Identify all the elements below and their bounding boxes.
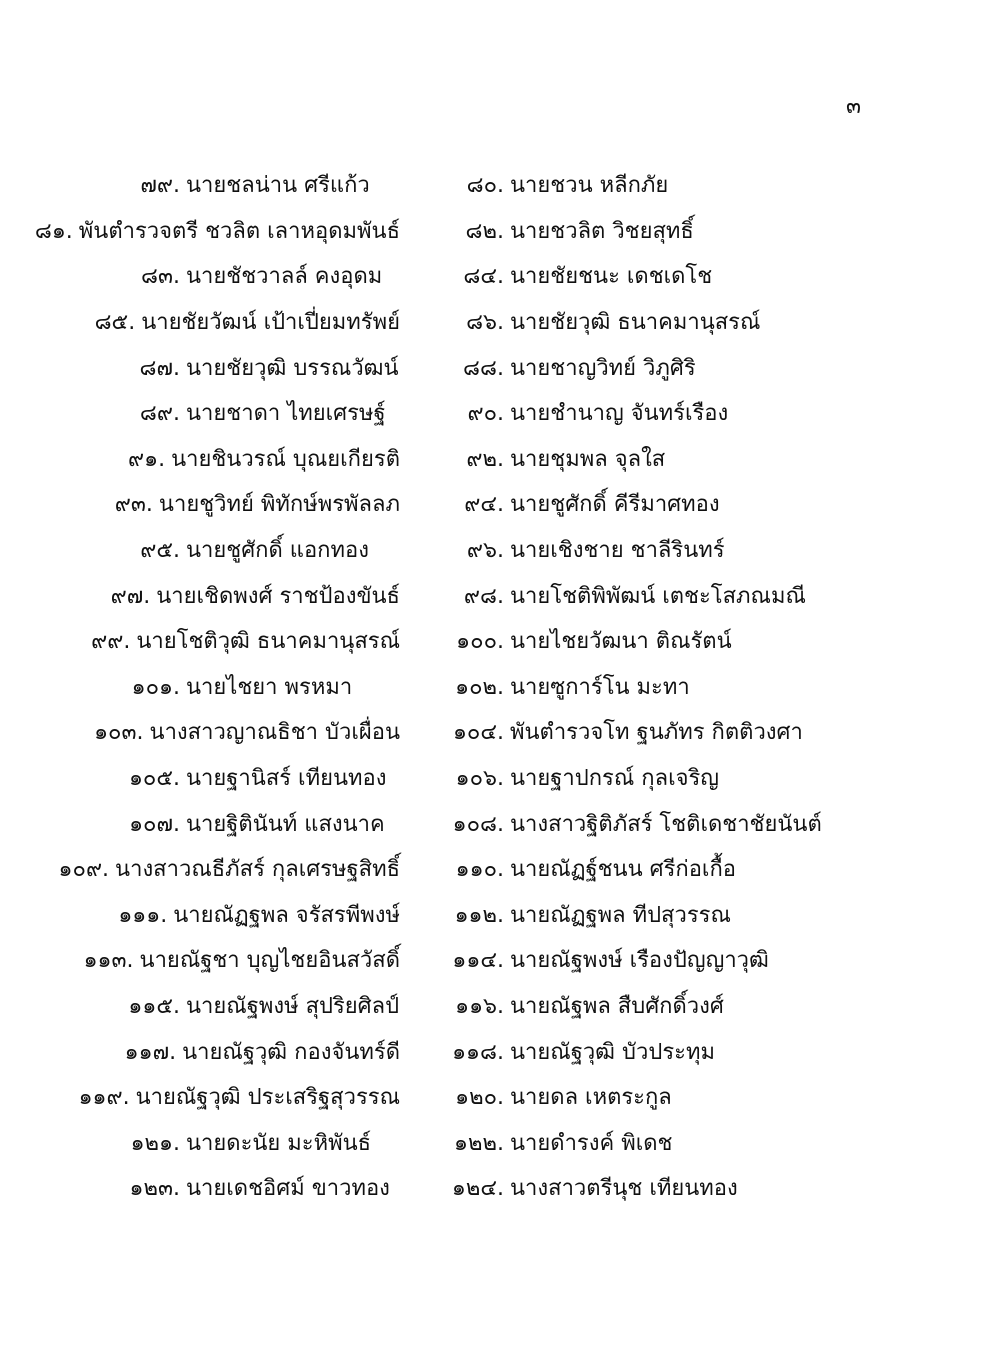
item-number: ๙๙. [91,629,131,655]
list-item [0,258,400,293]
list-row [0,892,997,938]
person-name: พันตำรวจโท ฐนภัทร กิตติวงศา [510,720,803,746]
person-name: นายดะนัย มะหิพันธ์ [186,1130,372,1156]
item-number: ๑๒๓. [129,1176,180,1202]
person-name: นายเชิดพงศ์ ราชป้องขันธ์ [156,583,400,609]
item-number: ๘๖. [466,310,504,336]
list-item [0,851,400,886]
list-row [0,1165,997,1211]
person-name: นายชำนาญ จันทร์เรือง [510,401,729,427]
list-item [400,350,870,385]
person-name: นายโชติพิพัฒน์ เตชะโสภณมณี [510,583,806,609]
item-number: ๙๔. [464,492,504,518]
item-number: ๘๔. [463,264,504,290]
list-item [0,304,400,339]
list-row [0,253,997,299]
item-number: ๙๑. [127,446,166,472]
person-name: นายชลน่าน ศรีแก้ว [186,173,370,199]
person-name: นายไชยวัฒนา ติณรัตน์ [510,629,732,655]
list-row [0,436,997,482]
person-name: นายดล เหตระกูล [510,1085,672,1111]
person-name: นายณัฐพล สืบศักดิ์วงศ์ [510,993,724,1019]
person-name: นายฐิตินันท์ แสงนาค [186,811,385,837]
list-item [400,1079,870,1114]
item-number: ๙๒. [466,446,504,472]
item-number: ๘๒. [465,218,504,244]
list-row [0,162,997,208]
item-number: ๙๕. [140,538,180,564]
person-name: นายชัยชนะ เดชเดโช [510,264,713,290]
item-number: ๑๑๑. [118,902,168,928]
item-number: ๑๒๑. [130,1130,180,1156]
item-number: ๑๐๔. [452,720,504,746]
item-number: ๘๕. [94,310,136,336]
item-number: ๘๑. [34,218,73,244]
person-name: นายชูศักดิ์ แอกทอง [186,538,369,564]
person-name: นายชัชวาลล์ คงอุดม [186,264,383,290]
list-item [0,578,400,613]
person-name: นายณัฏฐพล จรัสรพีพงษ์ [173,902,400,928]
list-row [0,846,997,892]
list-row [0,800,997,846]
item-number: ๙๓. [114,492,153,518]
list-row [0,983,997,1029]
item-number: ๑๐๐. [456,629,504,655]
list-item [400,213,870,248]
person-name: นายเดชอิศม์ ขาวทอง [186,1176,390,1202]
item-number: ๑๑๔. [452,948,504,974]
item-number: ๑๐๒. [455,674,504,700]
list-item [400,441,870,476]
list-row [0,937,997,983]
list-item [400,1125,870,1160]
item-number: ๙๐. [467,401,504,427]
list-item [400,988,870,1023]
person-name: นางสาวตรีนุช เทียนทอง [510,1176,738,1202]
list-row [0,299,997,345]
item-number: ๑๒๒. [454,1130,504,1156]
person-name: นายชุมพล จุลใส [510,446,666,472]
person-name: นายณัฐวุฒิ ประเสริฐสุวรรณ [135,1085,400,1111]
item-number: ๑๒๐. [455,1085,504,1111]
person-name: พันตำรวจตรี ชวลิต เลาหอุดมพันธ์ [78,218,400,244]
item-number: ๗๙. [140,173,180,199]
list-item [400,623,870,658]
person-name: นายชัยวุฒิ บรรณวัฒน์ [186,355,399,381]
person-name: นายชินวรณ์ บุณยเกียรติ [171,446,400,472]
person-name: นายณัฐพงษ์ เรืองปัญญาวุฒิ [510,948,769,974]
list-row [0,344,997,390]
list-row [0,618,997,664]
person-name: นายชวน หลีกภัย [510,173,669,199]
list-item [400,806,870,841]
person-name: นายชัยวุฒิ ธนาคมานุสรณ์ [510,310,761,336]
item-number: ๑๐๙. [58,857,110,883]
item-number: ๑๐๕. [128,766,180,792]
list-item [0,669,400,704]
person-name: นายชาดา ไทยเศรษฐ์ [186,401,386,427]
item-number: ๙๖. [466,538,504,564]
person-name: นายชาญวิทย์ วิภูศิริ [510,355,696,381]
item-number: ๑๐๓. [94,720,144,746]
item-number: ๘๙. [139,401,180,427]
list-item [0,1125,400,1160]
list-row [0,709,997,755]
list-row [0,755,997,801]
item-number: ๘๐. [466,173,504,199]
list-item [400,760,870,795]
list-item [400,851,870,886]
list-item [400,395,870,430]
list-row [0,390,997,436]
list-item [400,304,870,339]
list-item [0,213,400,248]
item-number: ๙๗. [110,583,151,609]
list-item [0,167,400,202]
person-name: นายฐาปกรณ์ กุลเจริญ [510,766,720,792]
person-name: นายณัฐวุฒิ กองจันทร์ดี [182,1039,400,1065]
person-name: นายณัฐพงษ์ สุปริยศิลป์ [186,993,400,1019]
item-number: ๘๗. [139,355,180,381]
list-item [0,532,400,567]
person-name: นายชัยวัฒน์ เป้าเปี่ยมทรัพย์ [141,310,400,336]
list-item [400,897,870,932]
list-item [0,806,400,841]
list-item [400,942,870,977]
item-number: ๑๑๙. [78,1085,130,1111]
list-row [0,664,997,710]
person-name: นายโชติวุฒิ ธนาคมานุสรณ์ [136,629,400,655]
list-item [400,669,870,704]
list-item [400,578,870,613]
list-item [0,350,400,385]
list-item [0,897,400,932]
name-list [0,162,997,1211]
list-item [0,623,400,658]
item-number: ๘๘. [463,355,504,381]
list-item [400,714,870,749]
person-name: นายชวลิต วิชยสุทธิ์ [510,218,694,244]
person-name: นายณัฐวุฒิ บัวประทุม [510,1039,715,1065]
list-row [0,208,997,254]
item-number: ๑๐๑. [131,674,180,700]
item-number: ๑๑๗. [124,1039,177,1065]
list-row [0,572,997,618]
list-row [0,1119,997,1165]
item-number: ๑๒๔. [451,1176,504,1202]
item-number: ๑๐๖. [455,766,504,792]
person-name: นางสาวณธีภัสร์ กุลเศรษฐสิทธิ์ [115,857,400,883]
item-number: ๑๑๓. [83,948,134,974]
person-name: นายณัฐชา บุญไชยอินสวัสดิ์ [139,948,400,974]
item-number: ๘๓. [140,264,180,290]
item-number: ๑๑๕. [128,993,180,1019]
person-name: นายเชิงชาย ชาลีรินทร์ [510,538,725,564]
list-item [0,441,400,476]
list-item [400,1034,870,1069]
person-name: นายไชยา พรหมา [186,674,353,700]
list-item [0,486,400,521]
person-name: นายชูวิทย์ พิทักษ์พรพัลลภ [158,492,400,518]
list-row [0,527,997,573]
list-item [400,258,870,293]
item-number: ๑๑๐. [455,857,504,883]
list-item [0,714,400,749]
list-item [400,486,870,521]
item-number: ๑๐๘. [452,811,504,837]
person-name: นายชูศักดิ์ คีรีมาศทอง [510,492,720,518]
item-number: ๙๘. [463,583,504,609]
list-item [400,1170,870,1205]
person-name: นายซูการ์โน มะทา [510,674,690,700]
list-row [0,1028,997,1074]
list-item [0,1034,400,1069]
list-row [0,1074,997,1120]
list-item [400,167,870,202]
person-name: นายณัฏฐ์ชนน ศรีก่อเกื้อ [510,857,736,883]
person-name: นายฐานิสร์ เทียนทอง [186,766,387,792]
item-number: ๑๑๒. [454,902,504,928]
person-name: นายณัฏฐพล ทีปสุวรรณ [510,902,731,928]
list-item [0,988,400,1023]
item-number: ๑๑๘. [452,1039,504,1065]
person-name: นางสาวฐิติภัสร์ โชติเดชาชัยนันต์ [510,811,822,837]
item-number: ๑๐๗. [129,811,180,837]
list-item [0,395,400,430]
list-item [400,532,870,567]
list-row [0,481,997,527]
item-number: ๑๑๖. [455,993,504,1019]
list-item [0,1079,400,1114]
list-item [0,942,400,977]
page-number: ๓ [846,94,862,119]
person-name: นายดำรงค์ พิเดช [510,1130,673,1156]
person-name: นางสาวญาณธิชา บัวเผื่อน [149,720,400,746]
list-item [0,1170,400,1205]
list-item [0,760,400,795]
